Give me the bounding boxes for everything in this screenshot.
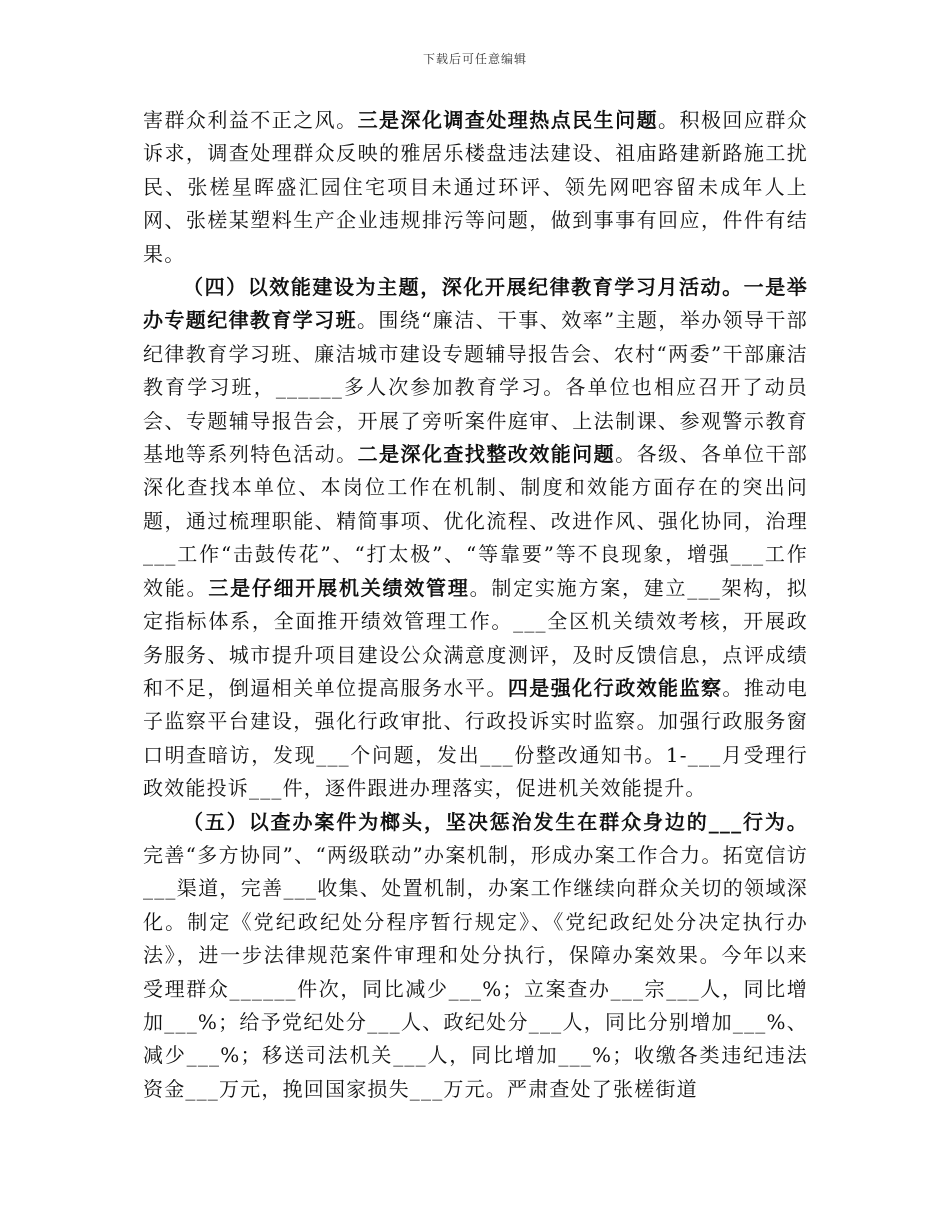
- page-header: 下载后可任意编辑: [422, 52, 527, 66]
- paragraph-1: [143, 104, 808, 271]
- text-segment: 害群众利益不正之风。: [143, 108, 358, 132]
- text-segment: 。推动电子监察平台建设，强化行政审批、行政投诉实时监察。加强行政服务窗口明查暗访，发现___个问题，发出___份整改通知书。1-___月受理行政效能投诉___件，逐件跟进办理落实，促进机关效能提升。: [143, 675, 808, 801]
- section-heading: （四）以效能建设为主题，深化开展纪律教育学习月活动。一是举办专题纪律教育学习班: [143, 275, 808, 333]
- paragraph-3: [143, 806, 808, 1107]
- bold-heading: 二是深化查找整改效能问题: [357, 442, 616, 467]
- bold-heading: 三是深化调查处理热点民生问题: [357, 108, 659, 132]
- text-segment: 完善“多方协同”、“两级联动”办案机制，形成办案工作合力。拓宽信访___渠道，完善___收集、处置机制，办案工作继续向群众关切的领域深化。制定《党纪政纪处分程序暂行规定》、《党纪政纪处分决定执行办法》，进一步法律规范案件审理和处分执行，保障办案效果。今年以来受理群众______件次，同比减少___%；立案查办___宗___人，同比增加___%；给予党纪处分___人、政纪处分___人，同比分别增加___%、减少___%；移送司法机关___人，同比增加___%；收缴各类违纪违法资金___万元，挽回国家损失___万元。严肃查处了张槎街道: [143, 842, 808, 1101]
- text-segment: 。积极回应群众诉求，调查处理群众反映的雅居乐楼盘违法建设、祖庙路建新路施工扰民、张槎星晖盛汇园住宅项目未通过环评、领先网吧容留未成年人上网、张槎某塑料生产企业违规排污等问题，做到事事有回应，件件有结果。: [143, 108, 808, 266]
- document-body: [143, 104, 808, 1106]
- bold-heading: 四是强化行政效能监察: [507, 675, 723, 700]
- text-segment: 。制定实施方案，建立___架构，拟定指标体系，全面推开绩效管理工作。___全区机关绩效考核，开展政务服务、城市提升项目建设公众满意度测评，及时反馈信息，点评成绩和不足，倒逼相关单位提高服务水平。: [143, 575, 808, 700]
- paragraph-2: [143, 271, 808, 806]
- text-segment: 。围绕“廉洁、干事、效率”主题，举办领导干部纪律教育学习班、廉洁城市建设专题辅导报告会、农村“两委”干部廉洁教育学习班，______多人次参加教育学习。各单位也相应召开了动员会、专题辅导报告会，开展了旁听案件庭审、上法制课、参观警示教育基地等系列特色活动。: [143, 308, 808, 467]
- bold-heading: 三是仔细开展机关绩效管理: [208, 575, 470, 600]
- text-segment: 。各级、各单位干部深化查找本单位、本岗位工作在机制、制度和效能方面存在的突出问题，通过梳理职能、精简事项、优化流程、改进作风、强化协同，治理___工作“击鼓传花”、“打太极”、“等靠要”等不良现象，增强___工作效能。: [143, 442, 808, 600]
- section-heading: （五）以查办案件为榔头，坚决惩治发生在群众身边的___行为。: [183, 809, 808, 834]
